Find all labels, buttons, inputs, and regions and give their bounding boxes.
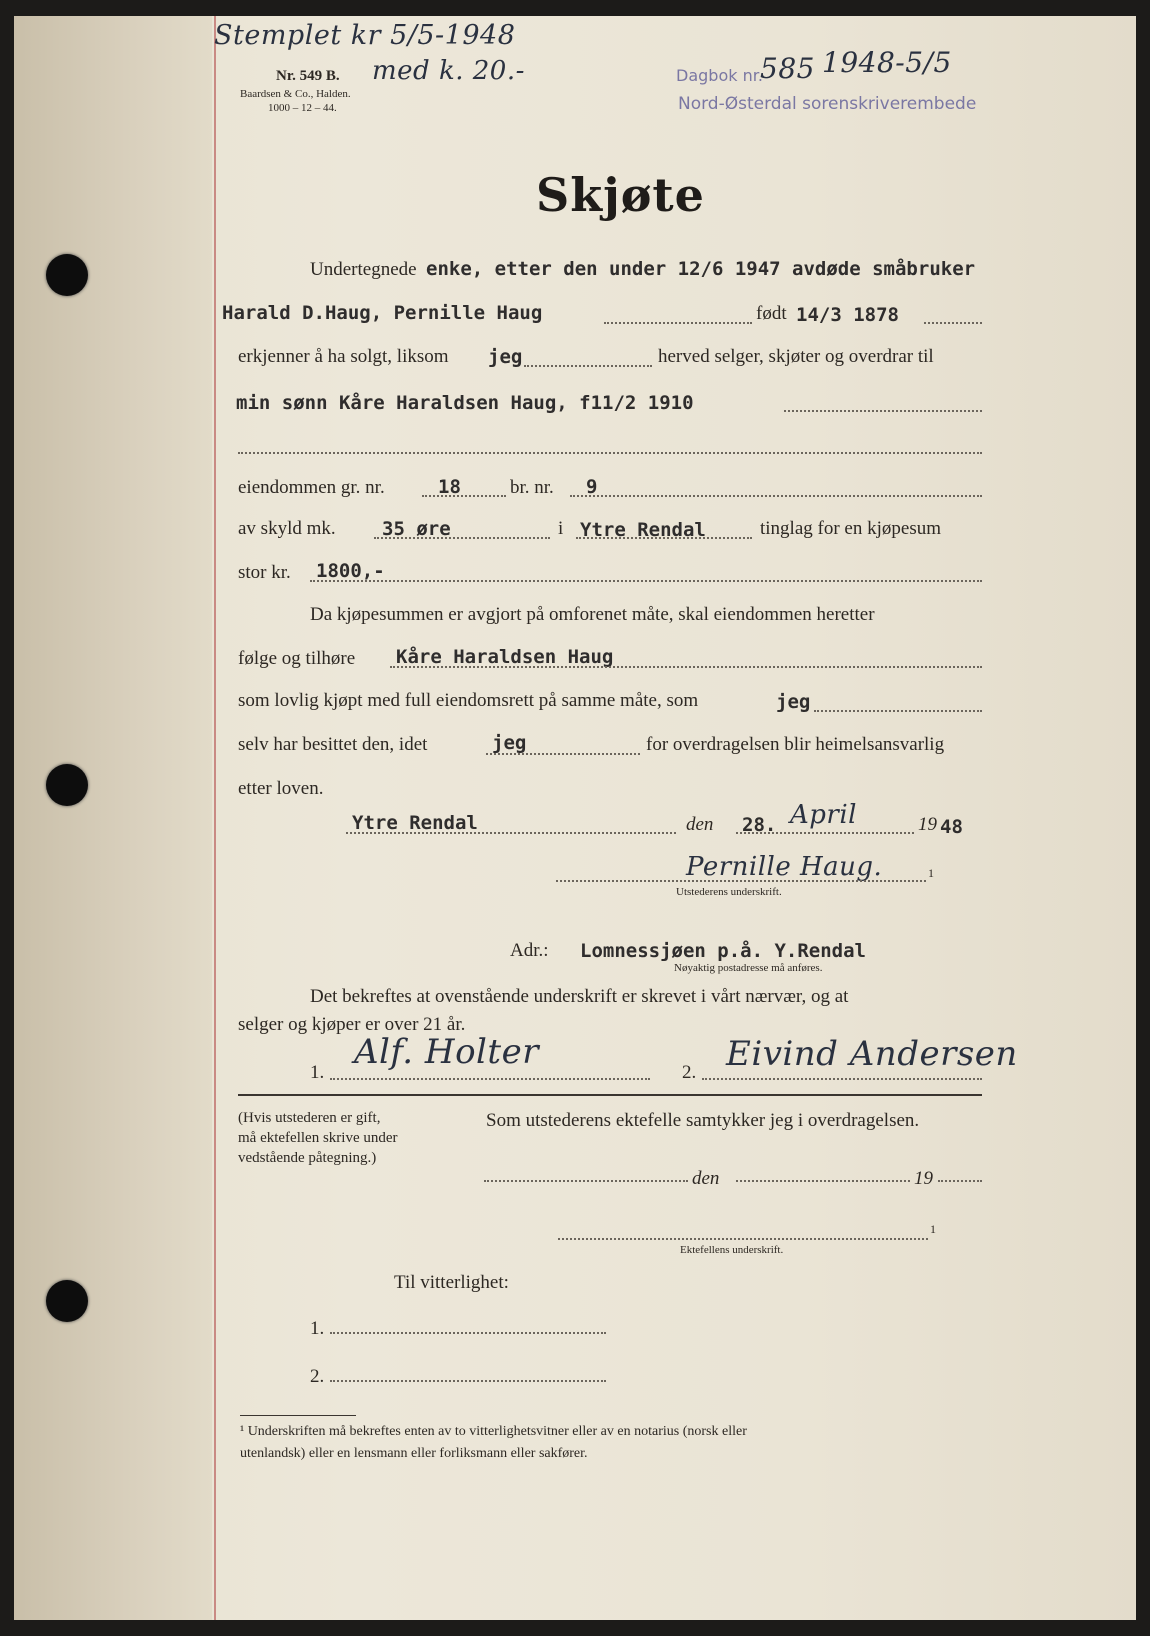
spouse-note-line2: må ektefellen skrive under — [238, 1130, 398, 1146]
date-year-prefix: 19 — [918, 814, 937, 835]
margin-rule — [214, 16, 216, 1620]
witness-line2-number: 2. — [310, 1366, 325, 1387]
warranty-text: for overdragelsen blir heimelsansvarlig — [646, 734, 945, 755]
dotted-line — [330, 1078, 650, 1080]
buyer-description: min sønn Kåre Haraldsen Haug, f11/2 1910 — [236, 392, 694, 414]
date-day: 28. — [742, 814, 777, 836]
address-value: Lomnessjøen p.å. Y.Rendal — [580, 940, 866, 962]
spouse-consent-text: Som utstederens ektefelle samtykker jeg i overdragelsen. — [486, 1110, 920, 1131]
footnote-rule — [240, 1415, 356, 1416]
punch-hole-bottom — [46, 1280, 88, 1322]
by-law-text: etter loven. — [238, 778, 324, 799]
signature-caption: Utstederens underskrift. — [676, 886, 782, 898]
spouse-den-label: den — [692, 1168, 720, 1189]
office-stamp: Nord-Østerdal sorenskriverembede — [678, 94, 977, 114]
date-den-label: den — [686, 814, 714, 835]
seller-pronoun: jeg — [488, 346, 523, 368]
witness-line1-number: 1. — [310, 1318, 325, 1339]
dotted-line — [938, 1180, 982, 1182]
i-label: i — [558, 518, 564, 539]
spouse-signature-caption: Ektefellens underskrift. — [680, 1244, 784, 1256]
diary-stamp-label: Dagbok nr. — [676, 66, 763, 85]
diary-stamp-number: 585 — [760, 52, 815, 85]
seller-signature: Pernille Haug. — [686, 852, 883, 882]
skyld-value: 35 øre — [382, 518, 451, 540]
skyld-label: av skyld mk. — [238, 518, 336, 539]
punch-hole-top — [46, 254, 88, 296]
dotted-line — [558, 1238, 928, 1240]
spouse-note-line3: vedstående påtegning.) — [238, 1150, 377, 1166]
dotted-line — [330, 1380, 606, 1382]
dotted-line — [570, 495, 982, 497]
witness-statement-line2: selger og kjøper er over 21 år. — [238, 1014, 466, 1035]
dotted-line — [238, 452, 982, 454]
dotted-line — [422, 495, 506, 497]
witness2-number: 2. — [682, 1062, 697, 1083]
printer-name: Baardsen & Co., Halden. — [240, 88, 351, 100]
witness-heading: Til vitterlighet: — [394, 1272, 509, 1293]
br-nr-value: 9 — [586, 476, 598, 498]
dotted-line — [524, 365, 652, 367]
gr-nr-label: eiendommen gr. nr. — [238, 477, 385, 498]
diary-stamp-date: 1948-5/5 — [822, 46, 952, 79]
dotted-line — [346, 832, 676, 834]
dotted-line — [736, 1180, 910, 1182]
dotted-line — [330, 1332, 606, 1334]
signing-place: Ytre Rendal — [352, 812, 478, 834]
dotted-line — [736, 832, 914, 834]
dotted-line — [310, 580, 982, 582]
handwritten-fee-note: med k. 20.- — [372, 56, 525, 86]
address-label: Adr.: — [510, 940, 549, 961]
dotted-line — [814, 710, 982, 712]
undertegnede-label: Undertegnede — [310, 259, 417, 280]
tinglag-value: Ytre Rendal — [580, 519, 706, 541]
lawful-purchase-text: som lovlig kjøpt med full eiendomsrett på samme måte, som — [238, 690, 699, 711]
acknowledge-label: erkjenner å ha solgt, liksom — [238, 346, 449, 367]
document-page — [14, 16, 1136, 1620]
seller-description: enke, etter den under 12/6 1947 avdøde småbruker — [426, 258, 976, 280]
dotted-line — [604, 322, 752, 324]
conveys-label: herved selger, skjøter og overdrar til — [658, 346, 934, 367]
price-value: 1800,- — [316, 560, 385, 582]
gr-nr-value: 18 — [438, 476, 461, 498]
dotted-line — [374, 537, 550, 539]
print-run: 1000 – 12 – 44. — [268, 102, 337, 114]
footnote-line2: utenlandsk) eller en lensmann eller forliksmann eller sakfører. — [240, 1446, 588, 1461]
witness1-signature: Alf. Holter — [354, 1032, 539, 1072]
date-year-suffix: 48 — [940, 816, 963, 838]
form-number: Nr. 549 B. — [276, 68, 340, 84]
signature-footnote-mark: 1 — [928, 866, 934, 880]
dotted-line — [486, 753, 640, 755]
owner-pronoun: jeg — [776, 691, 811, 713]
dotted-line — [556, 880, 926, 882]
dotted-line — [576, 537, 752, 539]
dotted-line — [924, 322, 982, 324]
binding-margin — [14, 16, 212, 1620]
witness-statement-line1: Det bekreftes at ovenstående underskrift er skrevet i vårt nærvær, og at — [310, 986, 849, 1007]
document-title: Skjøte — [536, 168, 705, 222]
possessed-text: selv har besittet den, idet — [238, 734, 428, 755]
seller-name: Harald D.Haug, Pernille Haug — [222, 302, 543, 324]
handwritten-stamp-note: Stemplet kr 5/5-1948 — [214, 20, 516, 51]
spouse-footnote-mark: 1 — [930, 1222, 936, 1236]
warrantor-pronoun: jeg — [492, 732, 527, 754]
dotted-line — [702, 1078, 982, 1080]
footnote-line1: ¹ Underskriften må bekreftes enten av to vitterlighetsvitner eller av en notarius (norsk eller — [240, 1424, 747, 1439]
agreement-text: Da kjøpesummen er avgjort på omforenet måte, skal eiendommen heretter — [310, 604, 875, 625]
dotted-line — [390, 666, 982, 668]
seller-birthdate: 14/3 1878 — [796, 304, 899, 326]
section-divider — [238, 1094, 982, 1096]
spouse-year-prefix: 19 — [914, 1168, 933, 1189]
spouse-note-line1: (Hvis utstederen er gift, — [238, 1110, 381, 1126]
witness2-signature: Eivind Andersen — [726, 1034, 1018, 1074]
tinglag-label: tinglag for en kjøpesum — [760, 518, 941, 539]
buyer-name: Kåre Haraldsen Haug — [396, 646, 614, 668]
born-label: født — [756, 303, 787, 324]
witness1-number: 1. — [310, 1062, 325, 1083]
dotted-line — [484, 1180, 688, 1182]
address-caption: Nøyaktig postadresse må anføres. — [674, 962, 823, 974]
date-month: April — [790, 800, 857, 830]
price-label: stor kr. — [238, 562, 291, 583]
dotted-line — [784, 410, 982, 412]
punch-hole-middle — [46, 764, 88, 806]
belongs-to-label: følge og tilhøre — [238, 648, 356, 669]
br-nr-label: br. nr. — [510, 477, 554, 498]
